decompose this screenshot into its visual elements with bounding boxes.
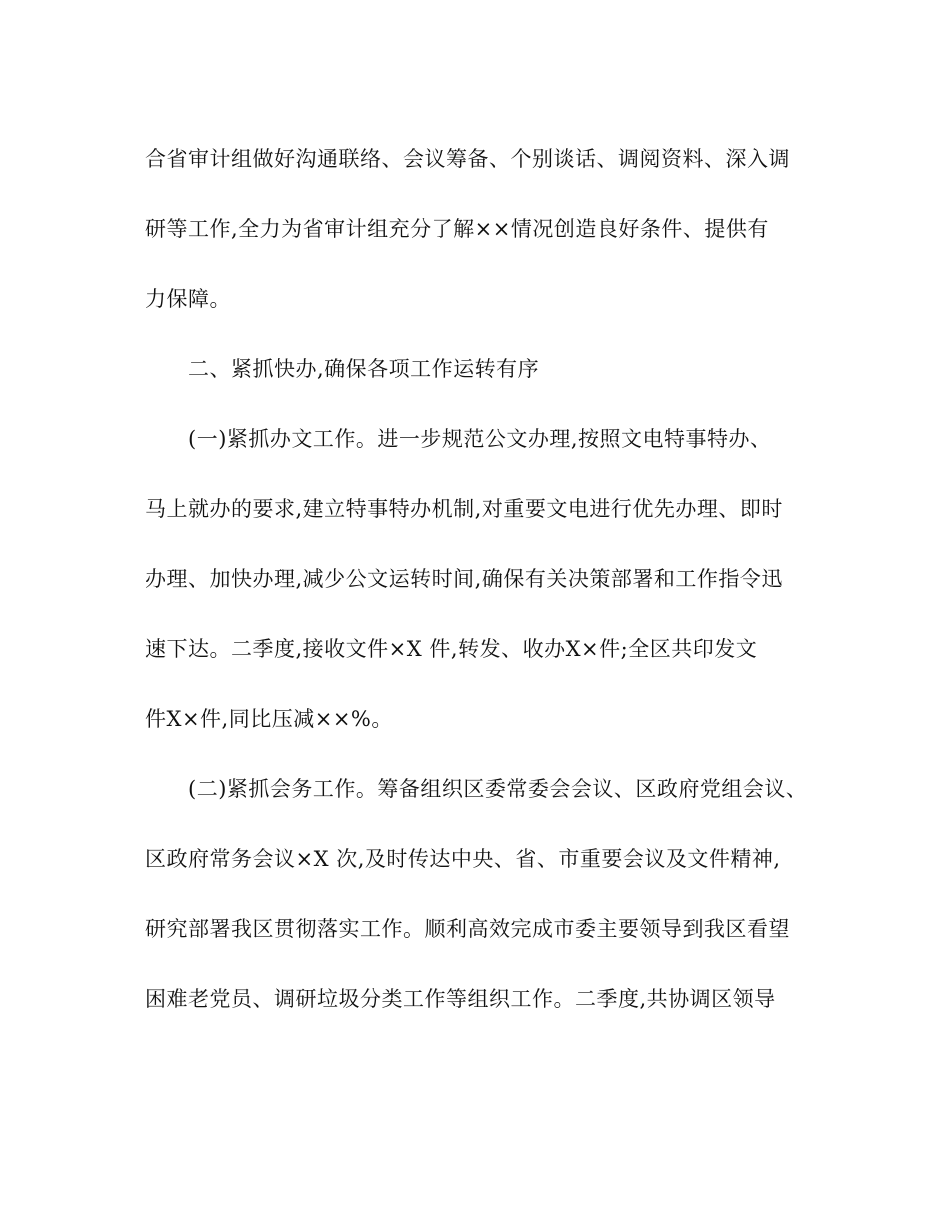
section-heading: 二、紧抓快办,确保各项工作运转有序 [188, 357, 540, 381]
paragraph-line: 困难老党员、调研垃圾分类工作等组织工作。二季度,共协调区领导 [145, 987, 776, 1011]
paragraph-line: 力保障。 [145, 287, 231, 311]
paragraph-line: (二)紧抓会务工作。筹备组织区委常委会会议、区政府党组会议、 [188, 777, 808, 801]
paragraph-line: 研究部署我区贯彻落实工作。顺利高效完成市委主要领导到我区看望 [145, 917, 790, 941]
paragraph-line: 马上就办的要求,建立特事特办机制,对重要文电进行优先办理、即时 [145, 497, 783, 521]
paragraph-line: (一)紧抓办文工作。进一步规范公文办理,按照文电特事特办、 [188, 427, 772, 451]
paragraph-line: 件X×件,同比压减××%。 [145, 707, 393, 731]
paragraph-line: 合省审计组做好沟通联络、会议筹备、个别谈话、调阅资料、深入调 [145, 147, 790, 171]
paragraph-line: 区政府常务会议×X 次,及时传达中央、省、市重要会议及文件精神, [145, 847, 781, 871]
paragraph-line: 研等工作,全力为省审计组充分了解××情况创造良好条件、提供有 [145, 217, 769, 241]
paragraph-line: 速下达。二季度,接收文件×X 件,转发、收办X×件;全区共印发文 [145, 637, 758, 661]
paragraph-line: 办理、加快办理,减少公文运转时间,确保有关决策部署和工作指令迅 [145, 567, 783, 591]
